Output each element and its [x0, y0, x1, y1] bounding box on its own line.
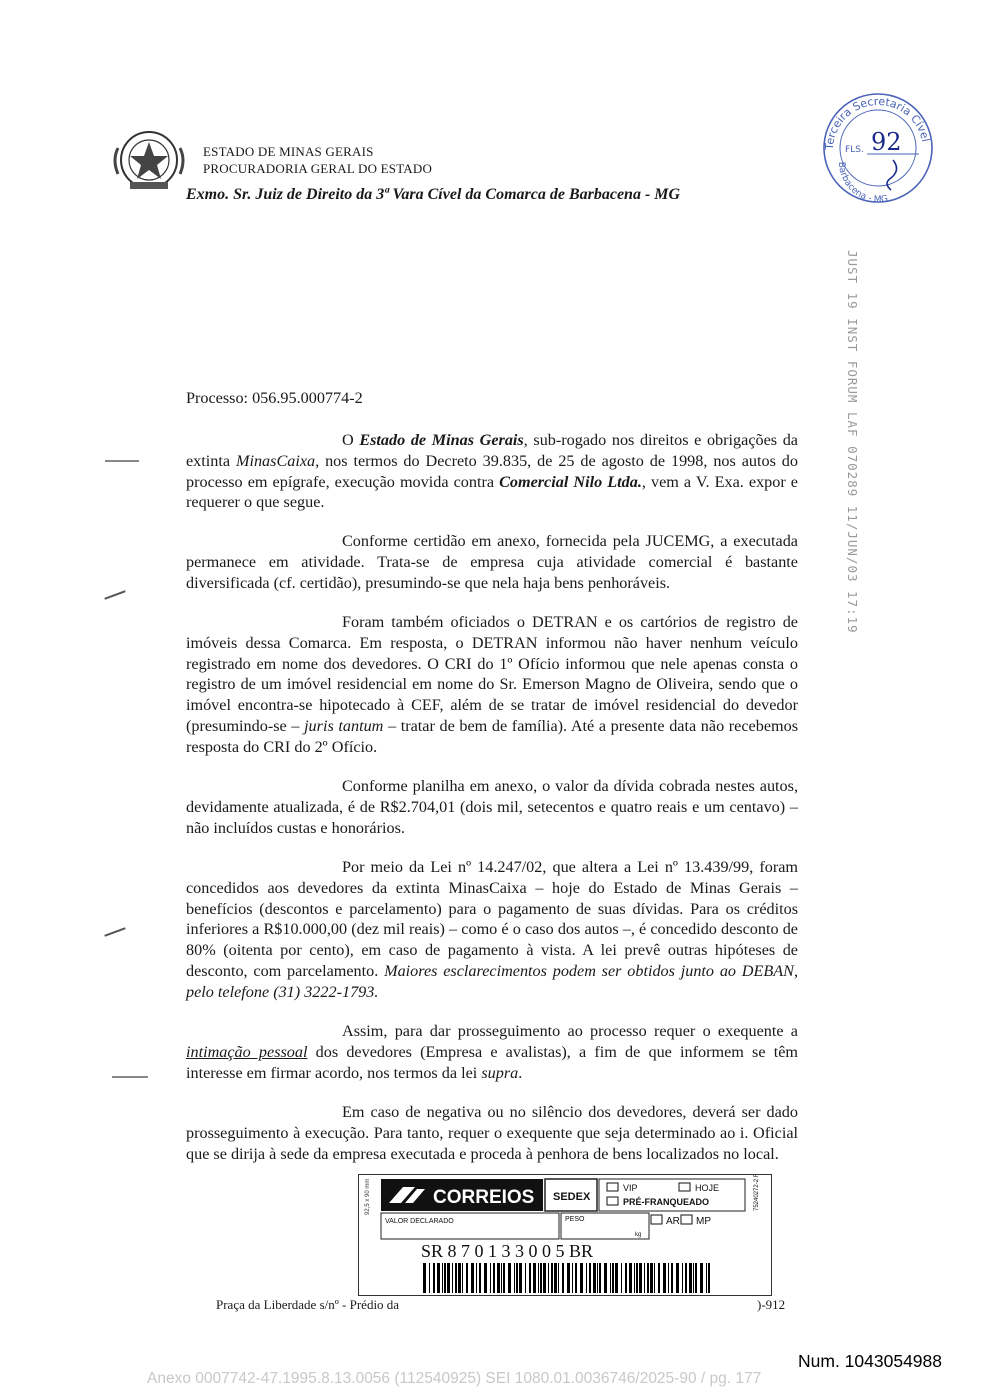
- label-opt-hoje: HOJE: [695, 1183, 720, 1193]
- label-valor: VALOR DECLARADO: [385, 1218, 454, 1225]
- header-state: ESTADO DE MINAS GERAIS: [203, 144, 374, 159]
- ar-checkbox: [651, 1215, 662, 1224]
- margin-mark: [104, 927, 125, 936]
- paragraph-7: Em caso de negativa ou no silêncio dos devedores, deverá ser dado prosseguimento à execução. Para tanto, requer o exequente que seja determinado ao i. Oficial que se dirija à sede da empresa executada e proceda à penhora de bens localizados no local.: [186, 1103, 798, 1163]
- svg-text:Barbacena - MG: [836, 161, 889, 205]
- footer-address: Praça da Liberdade s/nº - Prédio da: [216, 1297, 400, 1312]
- label-service: SEDEX: [553, 1191, 591, 1203]
- paragraph-4: Conforme planilha em anexo, o valor da dívida cobrada nestes autos, devidamente atualizada, é de R$2.704,01 (dois mil, setecentos e quatro reais e um centavo) – não incluídos custas e honorários.: [186, 777, 798, 837]
- paragraph-6: Assim, para dar prosseguimento ao processo requer o exequente a intimação pessoal dos devedores (Empresa e avalistas), a fim de que informem se têm interesse em firmar acordo, nos termos da lei supra.: [186, 1022, 798, 1082]
- label-opt-pre: PRÉ-FRANQUEADO: [623, 1197, 710, 1207]
- receipt-stamp-text: JUST 19 INST FORUM LAF 070289 11/JUN/03 17:19: [845, 250, 860, 634]
- label-size: 92,5 x 90 mm: [365, 1178, 371, 1215]
- document-number: Num. 1043054988: [798, 1351, 942, 1371]
- barcode-icon: [423, 1263, 710, 1293]
- paragraph-1: O Estado de Minas Gerais, sub-rogado nos direitos e obrigações da extinta MinasCaixa, nos termos do Decreto 39.835, de 25 de agosto de 1998, nos autos do processo em epígrafe, execução movida contra Comercial Nilo Ltda., vem a V. Exa. expor e requerer o que segue.: [186, 431, 798, 512]
- label-tracking: SR 8 7 0 1 3 3 0 0 5 BR: [421, 1241, 594, 1261]
- seal-bottom-text: Barbacena - MG: [835, 161, 889, 206]
- label-side-code: 75240272-2 FC0531/21: [754, 1175, 760, 1211]
- footer-right: )-912: [757, 1297, 786, 1312]
- label-opt-vip: VIP: [623, 1183, 638, 1193]
- seal-label: FLS.: [845, 145, 864, 155]
- label-brand: CORREIOS: [433, 1187, 535, 1208]
- annex-watermark: Anexo 0007742-47.1995.8.13.0056 (112540925) SEI 1080.01.0036746/2025-90 / pg. 177: [147, 1370, 762, 1387]
- margin-mark: [112, 1076, 148, 1078]
- paragraph-2: Conforme certidão em anexo, fornecida pela JUCEMG, a executada permanece em atividade. Trata-se de empresa cuja atividade comercial é bastante diversificada (cf. certidão), presumindo-se que nela haja bens penhoráveis.: [186, 532, 798, 592]
- label-kg: kg: [635, 1232, 642, 1238]
- receipt-stamp: [838, 250, 868, 634]
- label-opt-mp: MP: [696, 1216, 711, 1227]
- margin-mark: [104, 590, 125, 599]
- mp-checkbox: [681, 1215, 692, 1224]
- seal-page-number: 92: [871, 128, 902, 156]
- seal-signature-icon: [887, 160, 897, 190]
- correios-sedex-label: [358, 1174, 772, 1296]
- seal-ring-text: Terceira Secretaria Cível: [822, 94, 933, 151]
- header-office: PROCURADORIA GERAL DO ESTADO: [203, 161, 433, 176]
- label-opt-ar: AR: [666, 1216, 680, 1227]
- paragraph-5: Por meio da Lei nº 14.247/02, que altera a Lei nº 13.439/99, foram concedidos aos devedores da extinta MinasCaixa – hoje do Estado de Minas Gerais – benefícios (descontos e parcelamento) para o pagamento de suas dívidas. Para os créditos inferiores a R$10.000,00 (dez mil reais) – como é o caso dos autos –, é concedido desconto de 80% (oitenta por cento), em caso de pagamento à vista. A lei prevê outras hipóteses de desconto, com parcelamento. Maiores esclarecimentos podem ser obtidos junto ao DEBAN, pelo telefone (31) 3222-1793.: [186, 858, 799, 1001]
- addressee-line: Exmo. Sr. Juiz de Direito da 3ª Vara Cível da Comarca de Barbacena - MG: [186, 186, 681, 203]
- paragraph-3: Foram também oficiados o DETRAN e os cartórios de registro de imóveis dessa Comarca. Em resposta, o DETRAN informou não haver nenhum veículo registrado em nome dos devedores. O CRI do 1º Ofício informou que nele apenas consta o registro de um imóvel residencial em nome do Sr. Emerson Magno de Oliveira, sendo que o imóvel encontra-se hipotecado à CEF, além de se tratar de imóvel residencial do devedor (presumindo-se – juris tantum – tratar de bem de família). Até a presente data não recebemos resposta do CRI do 2º Ofício.: [186, 613, 799, 756]
- coat-of-arms-icon: [110, 128, 188, 192]
- page-number-seal: [815, 88, 940, 208]
- process-number: Processo: 056.95.000774-2: [186, 389, 363, 407]
- label-peso: PESO: [565, 1216, 585, 1223]
- margin-mark: [105, 460, 139, 462]
